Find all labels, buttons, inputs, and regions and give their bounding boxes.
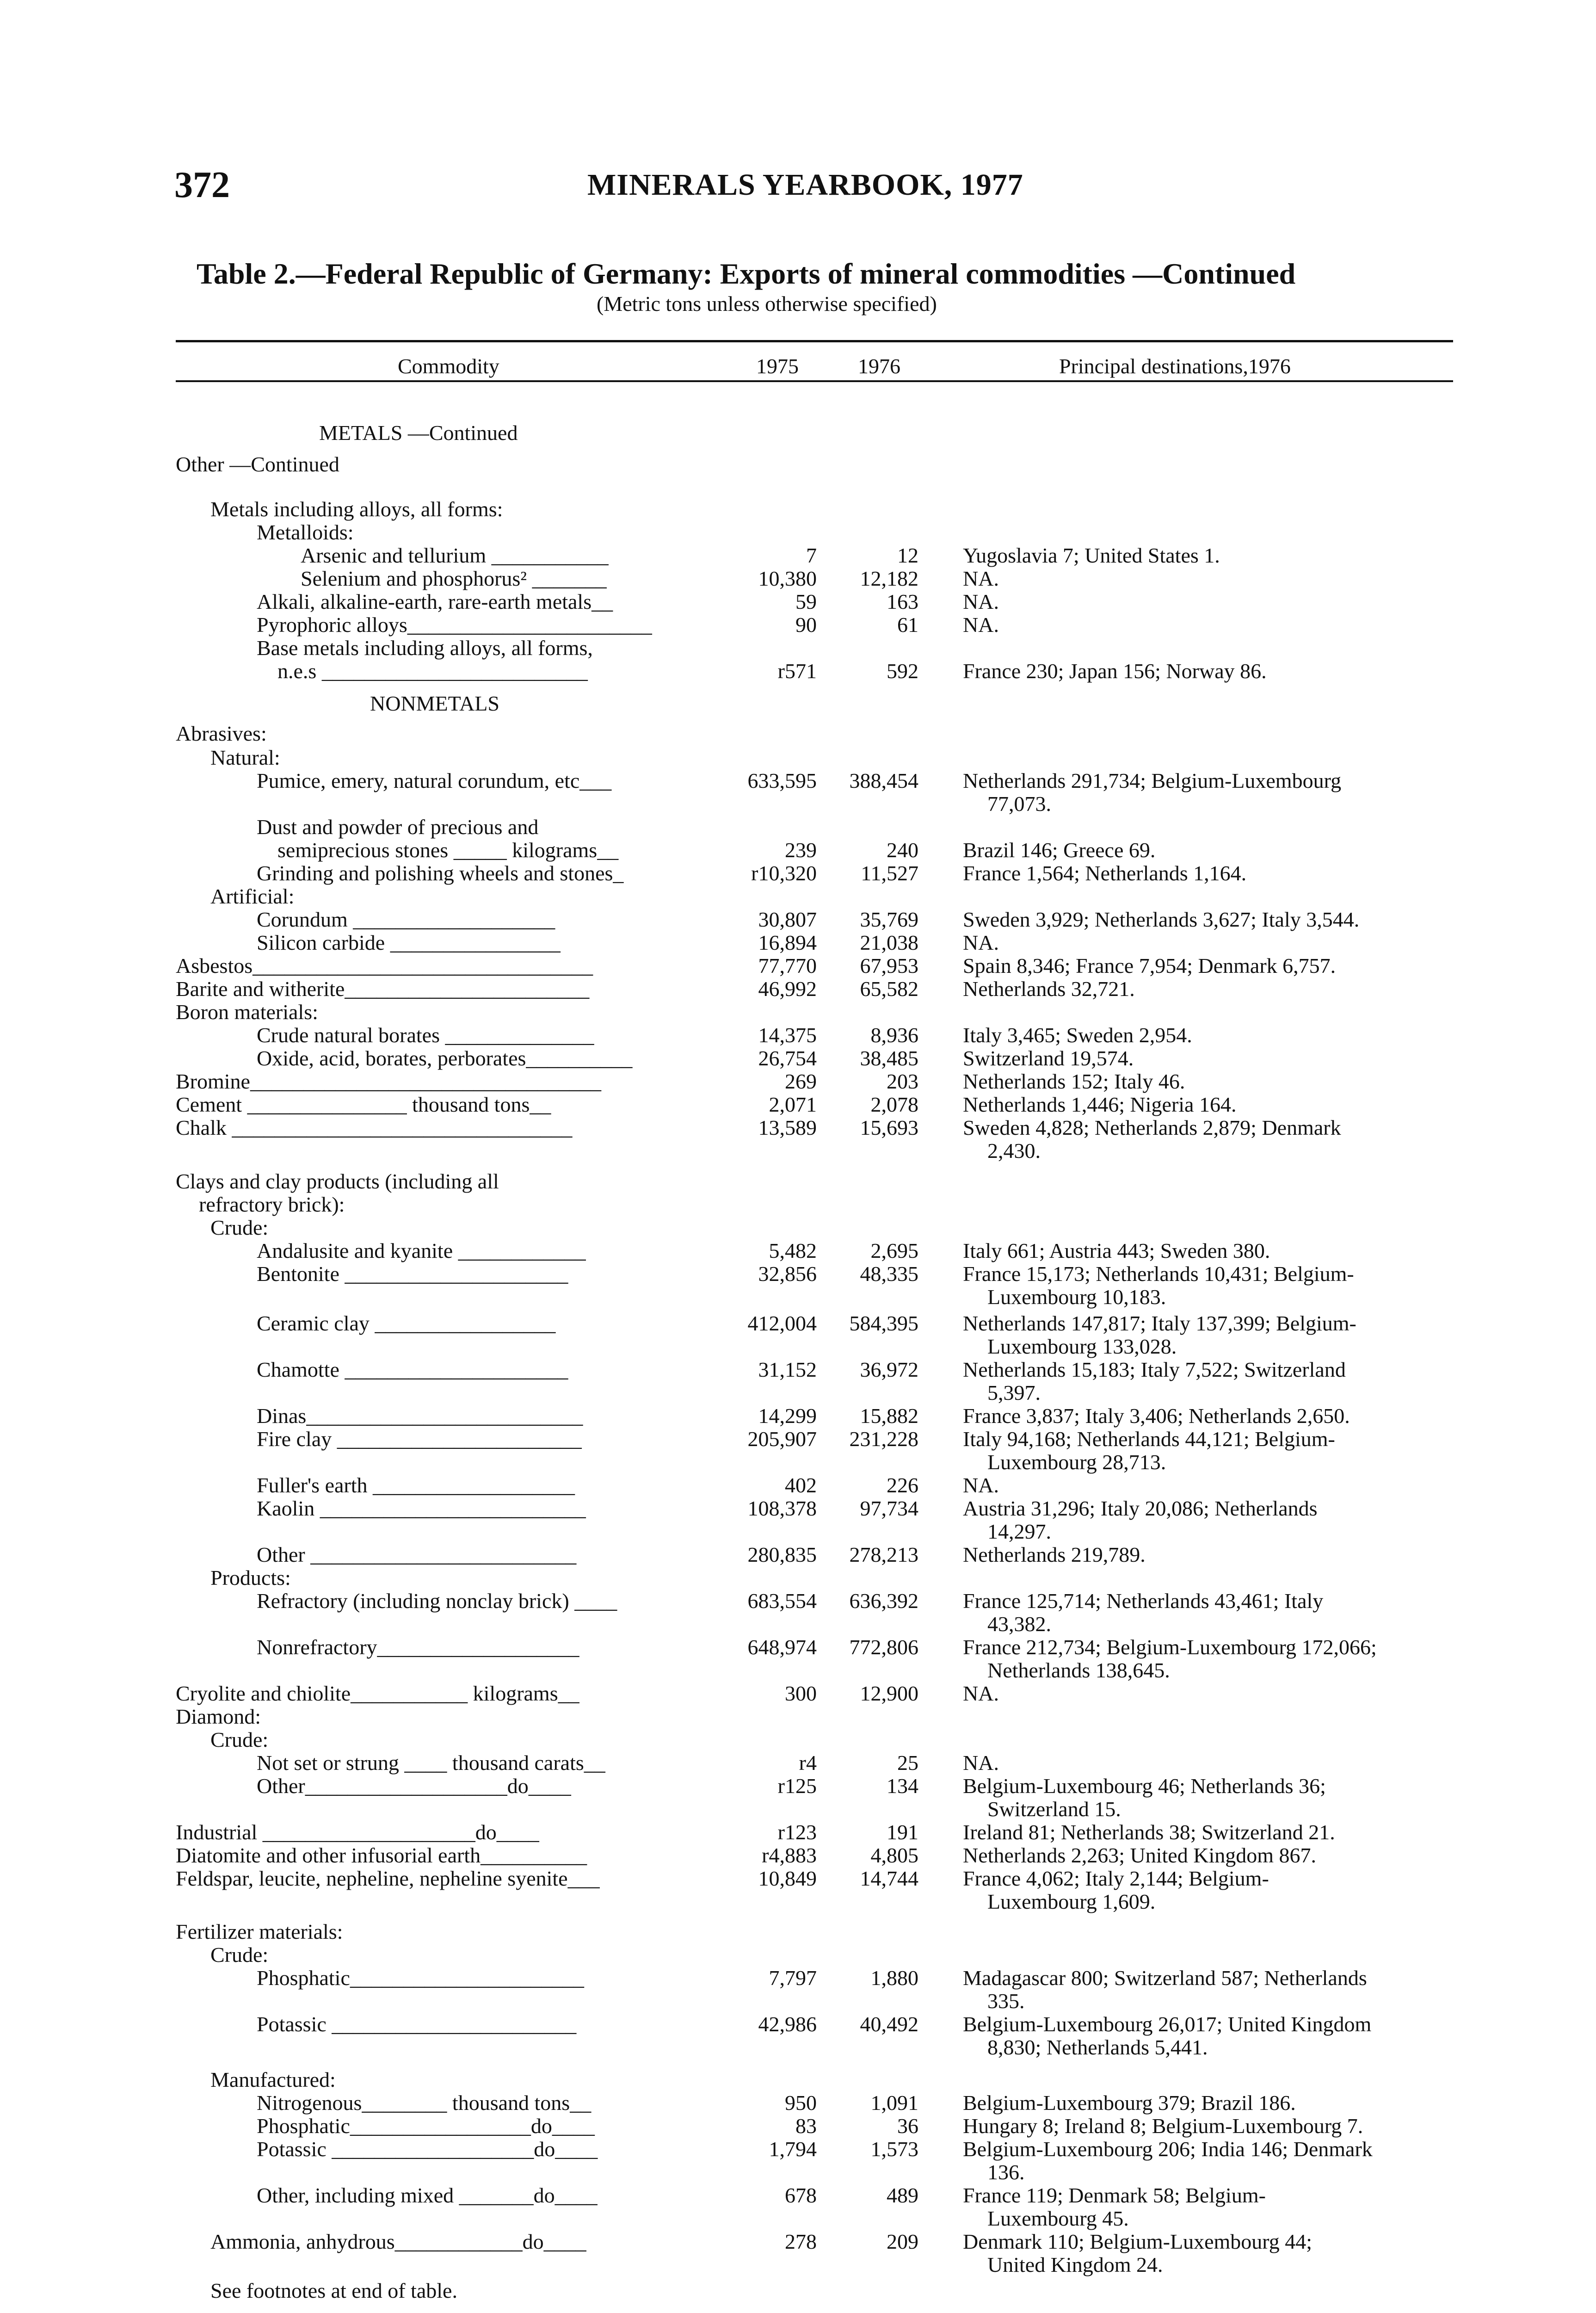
- table-row: [0, 1497, 1596, 1521]
- value-1976-cell: 67,953: [860, 954, 918, 977]
- table-row: [0, 2253, 1596, 2277]
- value-1976-cell: 15,693: [860, 1116, 918, 1139]
- commodity-cell: Cryolite and chiolite___________ kilograms__: [176, 1682, 579, 1705]
- table-row: [0, 931, 1596, 955]
- table-row: [0, 1116, 1596, 1140]
- table-row: [0, 1612, 1596, 1636]
- table-row: [0, 1262, 1596, 1286]
- table-row: [0, 1169, 1596, 1194]
- value-1975-cell: 648,974: [747, 1635, 817, 1659]
- commodity-cell: Cement _______________ thousand tons__: [176, 1093, 551, 1116]
- commodity-cell: Selenium and phosphorus² _______: [301, 567, 607, 590]
- table-row: [0, 2207, 1596, 2231]
- value-1975-cell: 13,589: [758, 1116, 817, 1139]
- table-row: [0, 1239, 1596, 1263]
- table-row: [0, 520, 1596, 544]
- value-1976-cell: 489: [887, 2183, 918, 2207]
- table-row: [0, 452, 1596, 476]
- table-row: [0, 2230, 1596, 2254]
- value-1975-cell: 280,835: [747, 1543, 817, 1566]
- header-1976: 1976: [858, 354, 900, 378]
- commodity-cell: Fire clay _______________________: [257, 1427, 582, 1451]
- commodity-cell: Not set or strung ____ thousand carats__: [257, 1751, 605, 1775]
- destinations-cell: Spain 8,346; France 7,954; Denmark 6,757.: [963, 954, 1336, 977]
- destinations-cell: Netherlands 138,645.: [987, 1658, 1170, 1682]
- destinations-cell: Belgium-Luxembourg 379; Brazil 186.: [963, 2091, 1296, 2115]
- commodity-cell: METALS —Continued: [319, 421, 518, 445]
- commodity-cell: Potassic _______________________: [257, 2012, 577, 2036]
- destinations-cell: Italy 661; Austria 443; Sweden 380.: [963, 1239, 1270, 1262]
- commodity-cell: Corundum ___________________: [257, 908, 555, 931]
- commodity-cell: Crude:: [210, 1943, 269, 1967]
- table-row: [0, 769, 1596, 793]
- value-1976-cell: 231,228: [849, 1427, 918, 1451]
- destinations-cell: Luxembourg 45.: [987, 2207, 1129, 2230]
- destinations-cell: France 3,837; Italy 3,406; Netherlands 2,650.: [963, 1404, 1350, 1428]
- commodity-cell: Abrasives:: [176, 722, 267, 745]
- table-row: [0, 1335, 1596, 1359]
- destinations-cell: Switzerland 19,574.: [963, 1046, 1134, 1070]
- table-row: [0, 1450, 1596, 1474]
- page-number: 372: [174, 165, 230, 205]
- value-1975-cell: 950: [785, 2091, 817, 2115]
- destinations-cell: Ireland 81; Netherlands 38; Switzerland 21.: [963, 1820, 1335, 1844]
- commodity-cell: Natural:: [210, 746, 280, 769]
- table-row: [0, 1751, 1596, 1775]
- value-1975-cell: 26,754: [758, 1046, 817, 1070]
- table-row: [0, 1867, 1596, 1891]
- commodity-cell: Diamond:: [176, 1705, 261, 1728]
- value-1975-cell: 402: [785, 1473, 817, 1497]
- commodity-cell: refractory brick):: [199, 1193, 345, 1216]
- destinations-cell: Belgium-Luxembourg 206; India 146; Denmark: [963, 2137, 1373, 2161]
- value-1976-cell: 2,078: [870, 1093, 918, 1116]
- table-row: [0, 1520, 1596, 1544]
- value-1975-cell: 7,797: [769, 1966, 817, 1990]
- commodity-cell: Diatomite and other infusorial earth__________: [176, 1843, 587, 1867]
- commodity-cell: Other —Continued: [176, 452, 339, 476]
- commodity-cell: Nitrogenous________ thousand tons__: [257, 2091, 592, 2115]
- destinations-cell: Italy 3,465; Sweden 2,954.: [963, 1023, 1192, 1047]
- table-row: [0, 1427, 1596, 1451]
- commodity-cell: Chalk ________________________________: [176, 1116, 573, 1139]
- table-row: [0, 977, 1596, 1001]
- table-row: [0, 497, 1596, 521]
- commodity-cell: Silicon carbide ________________: [257, 931, 561, 954]
- table-row: [0, 1820, 1596, 1844]
- commodity-cell: Dinas__________________________: [257, 1404, 583, 1428]
- value-1976-cell: 226: [887, 1473, 918, 1497]
- commodity-cell: Oxide, acid, borates, perborates__________: [257, 1046, 633, 1070]
- destinations-cell: Brazil 146; Greece 69.: [963, 838, 1156, 862]
- table-row: [0, 1381, 1596, 1405]
- value-1975-cell: 59: [795, 590, 817, 613]
- value-1975-cell: r10,320: [751, 861, 817, 885]
- destinations-cell: NA.: [963, 567, 999, 590]
- commodity-cell: Other _________________________: [257, 1543, 577, 1566]
- table-row: [0, 1404, 1596, 1428]
- destinations-cell: France 4,062; Italy 2,144; Belgium-: [963, 1867, 1269, 1890]
- value-1976-cell: 25: [897, 1751, 918, 1775]
- commodity-cell: Feldspar, leucite, nepheline, nepheline syenite___: [176, 1867, 600, 1890]
- table-row: [0, 1093, 1596, 1117]
- destinations-cell: Yugoslavia 7; United States 1.: [963, 544, 1220, 567]
- table-row: [0, 2091, 1596, 2115]
- table-row: [0, 613, 1596, 637]
- value-1975-cell: 77,770: [758, 954, 817, 977]
- value-1976-cell: 240: [887, 838, 918, 862]
- table-title: Table 2.—Federal Republic of Germany: Exports of mineral commodities —Continued: [197, 257, 1296, 290]
- value-1976-cell: 388,454: [849, 769, 918, 792]
- destinations-cell: United Kingdom 24.: [987, 2253, 1163, 2276]
- value-1975-cell: r123: [777, 1820, 817, 1844]
- destinations-cell: Italy 94,168; Netherlands 44,121; Belgium-: [963, 1427, 1335, 1451]
- table-row: [0, 954, 1596, 978]
- destinations-cell: France 15,173; Netherlands 10,431; Belgium-: [963, 1262, 1354, 1286]
- commodity-cell: Clays and clay products (including all: [176, 1169, 499, 1193]
- value-1975-cell: 14,299: [758, 1404, 817, 1428]
- table-row: [0, 1285, 1596, 1309]
- value-1976-cell: 1,091: [870, 2091, 918, 2115]
- destinations-cell: NA.: [963, 613, 999, 637]
- table-row: [0, 1139, 1596, 1163]
- commodity-cell: Artificial:: [210, 884, 295, 908]
- destinations-cell: France 125,714; Netherlands 43,461; Italy: [963, 1589, 1324, 1613]
- value-1976-cell: 584,395: [849, 1311, 918, 1335]
- commodity-cell: Other___________________do____: [257, 1774, 571, 1798]
- table-row: [0, 1566, 1596, 1590]
- value-1976-cell: 1,573: [870, 2137, 918, 2161]
- value-1975-cell: 32,856: [758, 1262, 817, 1286]
- table-row: [0, 659, 1596, 683]
- commodity-cell: Metals including alloys, all forms:: [210, 497, 503, 521]
- table-row: [0, 1543, 1596, 1567]
- value-1976-cell: 1,880: [870, 1966, 918, 1990]
- commodity-cell: Potassic ___________________do____: [257, 2137, 598, 2161]
- value-1976-cell: 4,805: [870, 1843, 918, 1867]
- commodity-cell: Refractory (including nonclay brick) ____: [257, 1589, 617, 1613]
- value-1975-cell: 205,907: [747, 1427, 817, 1451]
- value-1976-cell: 12,182: [860, 567, 918, 590]
- value-1976-cell: 36: [897, 2114, 918, 2138]
- destinations-cell: 8,830; Netherlands 5,441.: [987, 2035, 1208, 2059]
- commodity-cell: Arsenic and tellurium ___________: [301, 544, 609, 567]
- commodity-cell: Crude:: [210, 1728, 269, 1751]
- table-row: [0, 884, 1596, 909]
- commodity-cell: Ammonia, anhydrous____________do____: [210, 2230, 586, 2253]
- destinations-cell: Switzerland 15.: [987, 1797, 1121, 1821]
- table-row: [0, 1311, 1596, 1336]
- table-row: [0, 1023, 1596, 1047]
- table-row: [0, 1682, 1596, 1706]
- table-row: [0, 1193, 1596, 1217]
- header-destinations: Principal destinations,1976: [1059, 354, 1291, 378]
- value-1976-cell: 2,695: [870, 1239, 918, 1262]
- value-1976-cell: 8,936: [870, 1023, 918, 1047]
- value-1975-cell: r571: [777, 659, 817, 683]
- destinations-cell: Netherlands 1,446; Nigeria 164.: [963, 1093, 1237, 1116]
- table-row: [0, 2137, 1596, 2161]
- table-row: [0, 1843, 1596, 1868]
- value-1975-cell: 5,482: [769, 1239, 817, 1262]
- destinations-cell: Netherlands 219,789.: [963, 1543, 1146, 1566]
- destinations-cell: Netherlands 32,721.: [963, 977, 1135, 1001]
- value-1976-cell: 38,485: [860, 1046, 918, 1070]
- value-1976-cell: 592: [887, 659, 918, 683]
- commodity-cell: Nonrefractory___________________: [257, 1635, 579, 1659]
- commodity-cell: Grinding and polishing wheels and stones_: [257, 861, 624, 885]
- running-head: MINERALS YEARBOOK, 1977: [587, 168, 1023, 202]
- value-1976-cell: 209: [887, 2230, 918, 2253]
- commodity-cell: Fertilizer materials:: [176, 1920, 343, 1943]
- commodity-cell: Phosphatic_________________do____: [257, 2114, 595, 2138]
- commodity-cell: Base metals including alloys, all forms,: [257, 636, 593, 660]
- value-1976-cell: 40,492: [860, 2012, 918, 2036]
- commodity-cell: Bentonite _____________________: [257, 1262, 568, 1286]
- table-row: [0, 1890, 1596, 1914]
- destinations-cell: Sweden 3,929; Netherlands 3,627; Italy 3,544.: [963, 908, 1360, 931]
- value-1976-cell: 36,972: [860, 1358, 918, 1381]
- value-1975-cell: 108,378: [747, 1497, 817, 1520]
- table-row: [0, 861, 1596, 885]
- commodity-cell: Alkali, alkaline-earth, rare-earth metals__: [257, 590, 613, 613]
- destinations-cell: NA.: [963, 1473, 999, 1497]
- commodity-cell: Crude natural borates ______________: [257, 1023, 594, 1047]
- destinations-cell: Netherlands 152; Italy 46.: [963, 1070, 1185, 1093]
- table-row: [0, 2068, 1596, 2092]
- destinations-cell: 335.: [987, 1989, 1025, 2013]
- table-row: [0, 2183, 1596, 2208]
- value-1975-cell: 239: [785, 838, 817, 862]
- table-row: [0, 1589, 1596, 1613]
- commodity-cell: Ceramic clay _________________: [257, 1311, 556, 1335]
- value-1976-cell: 21,038: [860, 931, 918, 954]
- destinations-cell: Luxembourg 133,028.: [987, 1335, 1177, 1358]
- value-1975-cell: 300: [785, 1682, 817, 1705]
- destinations-cell: 77,073.: [987, 792, 1051, 816]
- commodity-cell: Other, including mixed _______do____: [257, 2183, 598, 2207]
- commodity-cell: Products:: [210, 1566, 291, 1589]
- destinations-cell: 43,382.: [987, 1612, 1051, 1636]
- table-row: [0, 1797, 1596, 1821]
- destinations-cell: Madagascar 800; Switzerland 587; Netherlands: [963, 1966, 1367, 1990]
- table-row: [0, 908, 1596, 932]
- destinations-cell: Netherlands 2,263; United Kingdom 867.: [963, 1843, 1317, 1867]
- value-1975-cell: 2,071: [769, 1093, 817, 1116]
- destinations-cell: NA.: [963, 590, 999, 613]
- value-1975-cell: 16,894: [758, 931, 817, 954]
- value-1976-cell: 14,744: [860, 1867, 918, 1890]
- footnote: See footnotes at end of table.: [210, 2279, 457, 2302]
- commodity-cell: Boron materials:: [176, 1000, 318, 1024]
- table-row: [0, 1989, 1596, 2013]
- value-1975-cell: 269: [785, 1070, 817, 1093]
- value-1975-cell: 1,794: [769, 2137, 817, 2161]
- destinations-cell: Hungary 8; Ireland 8; Belgium-Luxembourg 7.: [963, 2114, 1363, 2138]
- table-row: [0, 1774, 1596, 1798]
- commodity-cell: Chamotte _____________________: [257, 1358, 568, 1381]
- value-1976-cell: 12: [897, 544, 918, 567]
- table-row: [0, 590, 1596, 614]
- value-1975-cell: r125: [777, 1774, 817, 1798]
- destinations-cell: Austria 31,296; Italy 20,086; Netherlands: [963, 1497, 1318, 1520]
- destinations-cell: France 119; Denmark 58; Belgium-: [963, 2183, 1266, 2207]
- table-row: [0, 792, 1596, 816]
- value-1976-cell: 203: [887, 1070, 918, 1093]
- value-1975-cell: 90: [795, 613, 817, 637]
- value-1976-cell: 772,806: [849, 1635, 918, 1659]
- value-1975-cell: r4: [799, 1751, 817, 1775]
- destinations-cell: 5,397.: [987, 1381, 1041, 1404]
- value-1976-cell: 97,734: [860, 1497, 918, 1520]
- table-row: [0, 1966, 1596, 1990]
- value-1975-cell: 10,849: [758, 1867, 817, 1890]
- value-1975-cell: 31,152: [758, 1358, 817, 1381]
- commodity-cell: Asbestos________________________________: [176, 954, 593, 977]
- destinations-cell: NA.: [963, 1682, 999, 1705]
- table-row: [0, 544, 1596, 568]
- table-row: [0, 1473, 1596, 1497]
- table-row: [0, 815, 1596, 839]
- destinations-cell: France 230; Japan 156; Norway 86.: [963, 659, 1267, 683]
- commodity-cell: semiprecious stones _____ kilograms__: [277, 838, 619, 862]
- commodity-cell: Metalloids:: [257, 520, 354, 544]
- commodity-cell: Manufactured:: [210, 2068, 336, 2091]
- value-1976-cell: 15,882: [860, 1404, 918, 1428]
- destinations-cell: Denmark 110; Belgium-Luxembourg 44;: [963, 2230, 1313, 2253]
- destinations-cell: Belgium-Luxembourg 46; Netherlands 36;: [963, 1774, 1326, 1798]
- header-commodity: Commodity: [398, 354, 499, 378]
- commodity-cell: Dust and powder of precious and: [257, 815, 539, 839]
- commodity-cell: Andalusite and kyanite ____________: [257, 1239, 586, 1262]
- table-row: [0, 636, 1596, 660]
- destinations-cell: NA.: [963, 931, 999, 954]
- commodity-cell: Fuller's earth ___________________: [257, 1473, 575, 1497]
- commodity-cell: Kaolin _________________________: [257, 1497, 586, 1520]
- destinations-cell: NA.: [963, 1751, 999, 1775]
- table-row: [0, 1000, 1596, 1024]
- destinations-cell: Sweden 4,828; Netherlands 2,879; Denmark: [963, 1116, 1341, 1139]
- commodity-cell: NONMETALS: [370, 692, 499, 715]
- value-1975-cell: 678: [785, 2183, 817, 2207]
- value-1976-cell: 65,582: [860, 977, 918, 1001]
- value-1975-cell: 42,986: [758, 2012, 817, 2036]
- value-1975-cell: 10,380: [758, 567, 817, 590]
- table-row: [0, 838, 1596, 862]
- value-1975-cell: 30,807: [758, 908, 817, 931]
- table-row: [0, 1070, 1596, 1094]
- value-1976-cell: 11,527: [861, 861, 918, 885]
- commodity-cell: n.e.s _________________________: [277, 659, 588, 683]
- value-1975-cell: 7: [806, 544, 817, 567]
- destinations-cell: 136.: [987, 2160, 1025, 2184]
- table-row: [0, 746, 1596, 770]
- commodity-cell: Pyrophoric alloys_______________________: [257, 613, 652, 637]
- table-row: [0, 1658, 1596, 1682]
- destinations-cell: Luxembourg 28,713.: [987, 1450, 1166, 1474]
- destinations-cell: 2,430.: [987, 1139, 1041, 1163]
- value-1975-cell: 278: [785, 2230, 817, 2253]
- value-1976-cell: 48,335: [860, 1262, 918, 1286]
- table-row: [0, 567, 1596, 591]
- value-1976-cell: 278,213: [849, 1543, 918, 1566]
- value-1975-cell: 83: [795, 2114, 817, 2138]
- value-1975-cell: 46,992: [758, 977, 817, 1001]
- destinations-cell: Luxembourg 1,609.: [987, 1890, 1156, 1913]
- table-row: [0, 722, 1596, 746]
- value-1975-cell: 633,595: [747, 769, 817, 792]
- table-row: [0, 2114, 1596, 2138]
- destinations-cell: Netherlands 147,817; Italy 137,399; Belgium-: [963, 1311, 1356, 1335]
- table-row: [0, 1358, 1596, 1382]
- table-row: [0, 1728, 1596, 1752]
- value-1976-cell: 12,900: [860, 1682, 918, 1705]
- commodity-cell: Pumice, emery, natural corundum, etc___: [257, 769, 612, 792]
- destinations-cell: Netherlands 291,734; Belgium-Luxembourg: [963, 769, 1342, 792]
- table-subtitle: (Metric tons unless otherwise specified): [597, 292, 937, 315]
- table-row: [0, 2160, 1596, 2184]
- destinations-cell: France 212,734; Belgium-Luxembourg 172,066;: [963, 1635, 1377, 1659]
- value-1976-cell: 191: [887, 1820, 918, 1844]
- table-row: [0, 1216, 1596, 1240]
- value-1976-cell: 163: [887, 590, 918, 613]
- table-row: [0, 1635, 1596, 1659]
- value-1976-cell: 636,392: [849, 1589, 918, 1613]
- value-1975-cell: 683,554: [747, 1589, 817, 1613]
- value-1976-cell: 61: [897, 613, 918, 637]
- commodity-cell: Industrial ____________________do____: [176, 1820, 539, 1844]
- table-row: [0, 2012, 1596, 2036]
- commodity-cell: Bromine_________________________________: [176, 1070, 601, 1093]
- destinations-cell: 14,297.: [987, 1520, 1051, 1543]
- value-1975-cell: 412,004: [747, 1311, 817, 1335]
- table-row: [0, 1046, 1596, 1070]
- destinations-cell: Luxembourg 10,183.: [987, 1285, 1166, 1309]
- destinations-cell: Netherlands 15,183; Italy 7,522; Switzerland: [963, 1358, 1346, 1381]
- header-1975: 1975: [756, 354, 799, 378]
- table-row: [0, 1920, 1596, 1944]
- table-row: [0, 1943, 1596, 1967]
- commodity-cell: Phosphatic______________________: [257, 1966, 584, 1990]
- table-row: [0, 692, 1596, 716]
- value-1975-cell: r4,883: [762, 1843, 817, 1867]
- value-1975-cell: 14,375: [758, 1023, 817, 1047]
- value-1976-cell: 134: [887, 1774, 918, 1798]
- table-row: [0, 421, 1596, 445]
- table-row: [0, 2035, 1596, 2059]
- commodity-cell: Barite and witherite_______________________: [176, 977, 590, 1001]
- destinations-cell: Belgium-Luxembourg 26,017; United Kingdom: [963, 2012, 1372, 2036]
- table-row: [0, 1705, 1596, 1729]
- destinations-cell: France 1,564; Netherlands 1,164.: [963, 861, 1247, 885]
- value-1976-cell: 35,769: [860, 908, 918, 931]
- commodity-cell: Crude:: [210, 1216, 269, 1239]
